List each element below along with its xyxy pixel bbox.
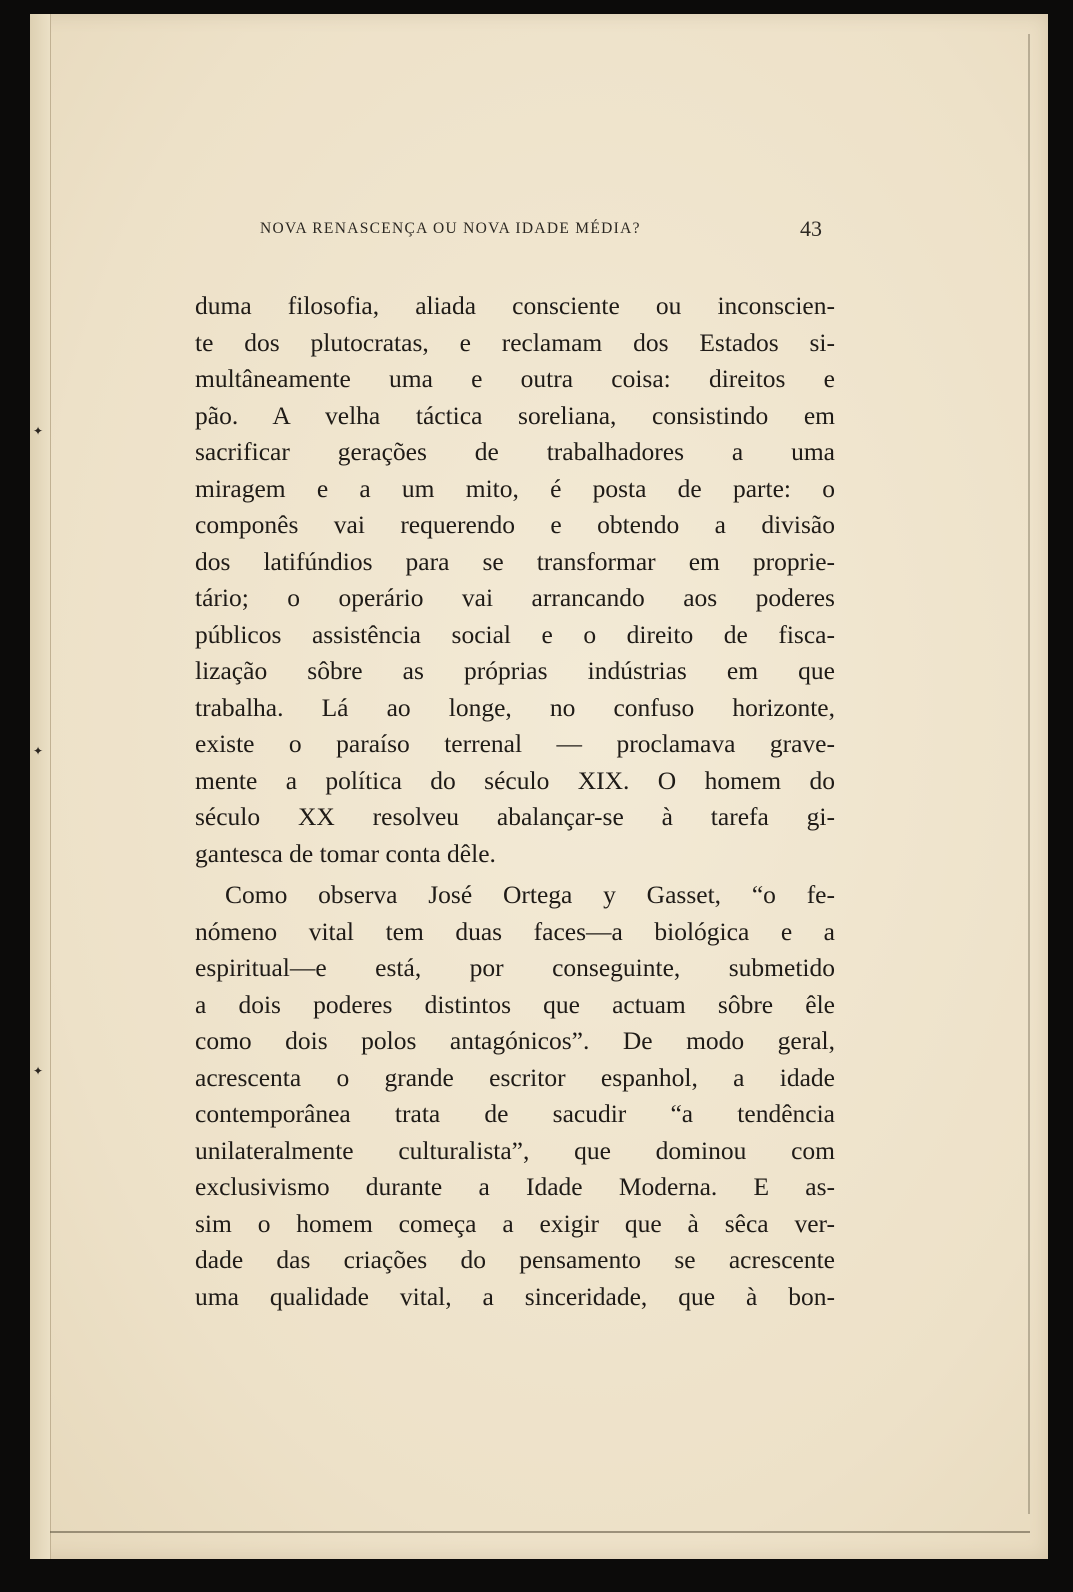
page-bottom-line — [50, 1531, 1030, 1533]
text-line: pão. A velha táctica soreliana, consistindo em — [195, 400, 835, 430]
running-title: NOVA RENASCENÇA OU NOVA IDADE MÉDIA? — [260, 220, 641, 237]
text-line: lização sôbre as próprias indústrias em que — [195, 656, 835, 685]
text-line: mente a política do século XIX. O homem do — [195, 765, 835, 795]
text-line: acrescenta o grande escritor espanhol, a idade — [195, 1062, 835, 1092]
text-line: como dois polos antagónicos”. De modo geral, — [195, 1026, 835, 1055]
text-line: dade das criações do pensamento se acrescente — [195, 1245, 835, 1274]
text-line: espiritual—e está, por conseguinte, submetido — [195, 953, 835, 982]
text-line: a dois poderes distintos que actuam sôbre êle — [195, 989, 835, 1019]
text-line: componês vai requerendo e obtendo a divisão — [195, 510, 835, 539]
text-line: te dos plutocratas, e reclamam dos Estados si- — [195, 327, 835, 357]
text-line: uma qualidade vital, a sinceridade, que à bon- — [195, 1281, 835, 1311]
text-line: públicos assistência social e o direito de fisca- — [195, 619, 835, 649]
text-line: unilateralmente culturalista”, que dominou com — [195, 1135, 835, 1165]
paragraph — [195, 288, 835, 872]
body-text — [195, 288, 835, 1315]
text-line: exclusivismo durante a Idade Moderna. E as- — [195, 1172, 835, 1201]
binding-mark-icon: ✦ — [33, 744, 44, 758]
text-line: sacrificar gerações de trabalhadores a uma — [195, 437, 835, 466]
text-line: trabalha. Lá ao longe, no confuso horizonte, — [195, 692, 835, 722]
text-line: duma filosofia, aliada consciente ou inconscien- — [195, 291, 835, 320]
text-line: contemporânea trata de sacudir “a tendência — [195, 1099, 835, 1128]
text-line: nómeno vital tem duas faces—a biológica e a — [195, 916, 835, 946]
text-line: sim o homem começa a exigir que à sêca ver- — [195, 1208, 835, 1238]
text-line: dos latifúndios para se transformar em proprie- — [195, 546, 835, 576]
text-line: Como observa José Ortega y Gasset, “o fe- — [225, 880, 835, 909]
text-line: gantesca de tomar conta dêle. — [195, 838, 496, 868]
text-line: tário; o operário vai arrancando aos poderes — [195, 583, 835, 612]
text-line: multâneamente uma e outra coisa: direitos e — [195, 364, 835, 393]
text-line: existe o paraíso terrenal — proclamava grave- — [195, 729, 835, 758]
binding-edge — [30, 14, 51, 1559]
book-page — [30, 14, 1048, 1559]
page-edge-line — [1028, 34, 1030, 1514]
text-line: século XX resolveu abalançar-se à tarefa gi- — [195, 802, 835, 831]
binding-mark-icon: ✦ — [33, 1064, 44, 1078]
paragraph — [195, 877, 835, 1315]
text-line: miragem e a um mito, é posta de parte: o — [195, 473, 835, 503]
binding-mark-icon: ✦ — [33, 424, 44, 438]
page-number: 43 — [800, 216, 822, 241]
